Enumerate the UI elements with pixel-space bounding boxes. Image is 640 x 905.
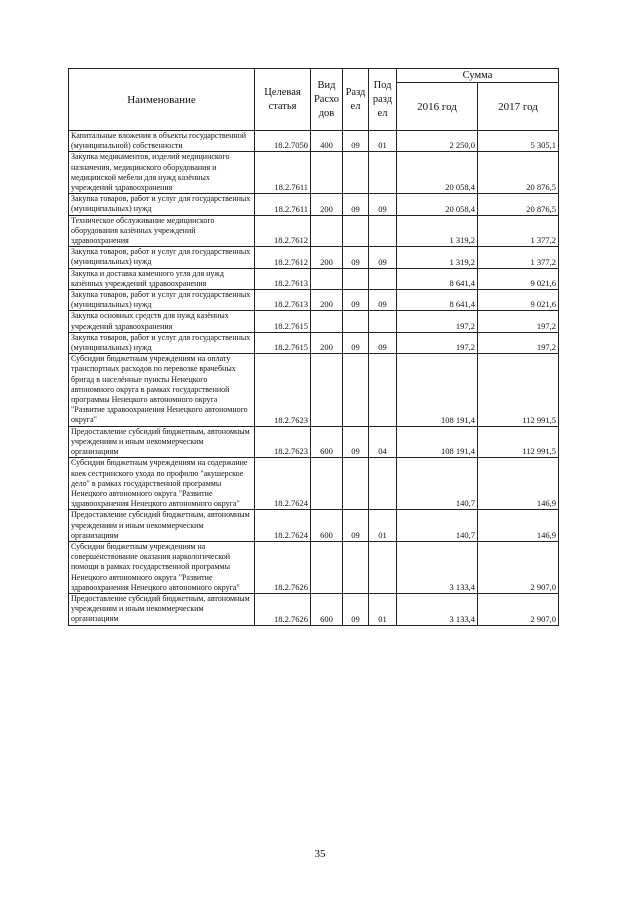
- row-target-article-cell: 18.2.7623: [255, 354, 311, 426]
- row-section-cell: 09: [343, 247, 369, 268]
- header-year-2016: 2016 год: [397, 83, 478, 131]
- table-row: [69, 426, 559, 458]
- row-name-cell: Субсидии бюджетным учреждениям на оплату транспортных расходов по перевозке врачебных бригад в населённые пункты Ненецкого автономного округа в рамках государственной программы Ненецкого автономного округа "Развитие здравоохранения Ненецкого автономного округа": [69, 354, 255, 426]
- row-name-cell: Закупка и доставка каменного угля для нужд казённых учреждений здравоохранения: [69, 268, 255, 289]
- row-target-article-cell: 18.2.7615: [255, 332, 311, 353]
- row-subsection-cell: [369, 152, 397, 194]
- row-section-cell: [343, 311, 369, 332]
- row-section-cell: [343, 215, 369, 247]
- row-subsection-cell: 01: [369, 593, 397, 625]
- row-amount-2016-cell: 3 133,4: [397, 541, 478, 593]
- row-name-cell: Техническое обслуживание медицинского оборудования казённых учреждений здравоохранения: [69, 215, 255, 247]
- row-name-cell: Закупка товаров, работ и услуг для государственных (муниципальных) нужд: [69, 247, 255, 268]
- row-name-cell: Субсидии бюджетным учреждениям на совершенствование оказания наркологической помощи в рамках государственной программы Ненецкого автономного округа "Развитие здравоохранения Ненецкого автономного округа": [69, 541, 255, 593]
- row-subsection-cell: [369, 354, 397, 426]
- row-subsection-cell: [369, 215, 397, 247]
- row-expense-type-cell: 200: [311, 332, 343, 353]
- row-expense-type-cell: 600: [311, 593, 343, 625]
- row-subsection-cell: 09: [369, 332, 397, 353]
- row-amount-2017-cell: 9 021,6: [478, 290, 559, 311]
- table-row: [69, 268, 559, 289]
- table-row: [69, 311, 559, 332]
- row-expense-type-cell: 400: [311, 131, 343, 152]
- row-subsection-cell: [369, 268, 397, 289]
- row-amount-2017-cell: 2 907,0: [478, 593, 559, 625]
- table-header: [69, 69, 559, 131]
- row-subsection-cell: 09: [369, 194, 397, 215]
- row-target-article-cell: 18.2.7612: [255, 215, 311, 247]
- table-row: [69, 194, 559, 215]
- row-section-cell: 09: [343, 332, 369, 353]
- row-amount-2016-cell: 108 191,4: [397, 354, 478, 426]
- table-row: [69, 354, 559, 426]
- row-name-cell: Закупка основных средств для нужд казённых учреждений здравоохранения: [69, 311, 255, 332]
- header-expense-type: Вид Расхо дов: [311, 69, 343, 131]
- row-expense-type-cell: 200: [311, 194, 343, 215]
- header-row-1: [69, 69, 559, 83]
- row-amount-2016-cell: 8 641,4: [397, 268, 478, 289]
- table-row: [69, 215, 559, 247]
- header-target-article: Целевая статья: [255, 69, 311, 131]
- table-row: [69, 152, 559, 194]
- row-section-cell: [343, 152, 369, 194]
- row-amount-2017-cell: 2 907,0: [478, 541, 559, 593]
- row-subsection-cell: [369, 541, 397, 593]
- table-row: [69, 247, 559, 268]
- row-target-article-cell: 18.2.7626: [255, 541, 311, 593]
- row-target-article-cell: 18.2.7611: [255, 152, 311, 194]
- row-target-article-cell: 18.2.7050: [255, 131, 311, 152]
- row-name-cell: Капитальные вложения в объекты государственной (муниципальной) собственности: [69, 131, 255, 152]
- row-section-cell: [343, 354, 369, 426]
- row-amount-2016-cell: 20 058,4: [397, 152, 478, 194]
- row-amount-2016-cell: 197,2: [397, 332, 478, 353]
- row-subsection-cell: 01: [369, 131, 397, 152]
- row-section-cell: 09: [343, 194, 369, 215]
- row-amount-2017-cell: 146,9: [478, 458, 559, 510]
- row-amount-2016-cell: 108 191,4: [397, 426, 478, 458]
- row-expense-type-cell: 600: [311, 510, 343, 542]
- row-name-cell: Закупка товаров, работ и услуг для государственных (муниципальных) нужд: [69, 194, 255, 215]
- row-subsection-cell: [369, 311, 397, 332]
- row-expense-type-cell: [311, 541, 343, 593]
- row-subsection-cell: 01: [369, 510, 397, 542]
- row-target-article-cell: 18.2.7613: [255, 290, 311, 311]
- row-target-article-cell: 18.2.7613: [255, 268, 311, 289]
- row-target-article-cell: 18.2.7611: [255, 194, 311, 215]
- table-row: [69, 332, 559, 353]
- row-amount-2016-cell: 1 319,2: [397, 247, 478, 268]
- row-amount-2016-cell: 140,7: [397, 458, 478, 510]
- row-target-article-cell: 18.2.7612: [255, 247, 311, 268]
- row-name-cell: Субсидии бюджетным учреждениям на содержание коек сестринского ухода по профилю "акушерское дело" в рамках государственной программы Ненецкого автономного округа "Развитие здравоохранения Ненецкого автономного округа": [69, 458, 255, 510]
- row-amount-2017-cell: 112 991,5: [478, 426, 559, 458]
- row-amount-2016-cell: 2 250,0: [397, 131, 478, 152]
- row-amount-2017-cell: 197,2: [478, 332, 559, 353]
- header-sum: Сумма: [397, 69, 559, 83]
- table-row: [69, 541, 559, 593]
- row-section-cell: 09: [343, 426, 369, 458]
- row-amount-2017-cell: 112 991,5: [478, 354, 559, 426]
- row-expense-type-cell: [311, 311, 343, 332]
- row-subsection-cell: 04: [369, 426, 397, 458]
- row-name-cell: Закупка товаров, работ и услуг для государственных (муниципальных) нужд: [69, 332, 255, 353]
- table-row: [69, 593, 559, 625]
- row-amount-2017-cell: 1 377,2: [478, 247, 559, 268]
- row-expense-type-cell: [311, 458, 343, 510]
- row-subsection-cell: [369, 458, 397, 510]
- table-row: [69, 290, 559, 311]
- row-amount-2016-cell: 8 641,4: [397, 290, 478, 311]
- row-section-cell: [343, 268, 369, 289]
- row-amount-2016-cell: 1 319,2: [397, 215, 478, 247]
- header-section: Разд ел: [343, 69, 369, 131]
- row-name-cell: Предоставление субсидий бюджетным, автономным учреждениям и иным некоммерческим организациям: [69, 593, 255, 625]
- row-section-cell: 09: [343, 510, 369, 542]
- row-amount-2017-cell: 197,2: [478, 311, 559, 332]
- row-name-cell: Закупка медикаментов, изделий медицинского назначения, медицинского оборудования и медицинской мебели для нужд казённых учреждений здравоохранения: [69, 152, 255, 194]
- table-row: [69, 458, 559, 510]
- row-section-cell: 09: [343, 131, 369, 152]
- row-expense-type-cell: 200: [311, 247, 343, 268]
- header-subsection: Под разд ел: [369, 69, 397, 131]
- row-target-article-cell: 18.2.7624: [255, 458, 311, 510]
- row-expense-type-cell: [311, 152, 343, 194]
- row-name-cell: Предоставление субсидий бюджетным, автономным учреждениям и иным некоммерческим организациям: [69, 510, 255, 542]
- table-row: [69, 510, 559, 542]
- row-expense-type-cell: 600: [311, 426, 343, 458]
- row-target-article-cell: 18.2.7626: [255, 593, 311, 625]
- row-amount-2017-cell: 20 876,5: [478, 152, 559, 194]
- row-amount-2016-cell: 3 133,4: [397, 593, 478, 625]
- row-section-cell: 09: [343, 290, 369, 311]
- row-amount-2017-cell: 1 377,2: [478, 215, 559, 247]
- row-expense-type-cell: 200: [311, 290, 343, 311]
- table-row: [69, 131, 559, 152]
- row-name-cell: Закупка товаров, работ и услуг для государственных (муниципальных) нужд: [69, 290, 255, 311]
- row-subsection-cell: 09: [369, 290, 397, 311]
- table-body: [69, 131, 559, 626]
- row-amount-2017-cell: 9 021,6: [478, 268, 559, 289]
- budget-table: [68, 68, 559, 626]
- row-amount-2017-cell: 20 876,5: [478, 194, 559, 215]
- row-name-cell: Предоставление субсидий бюджетным, автономным учреждениям и иным некоммерческим организациям: [69, 426, 255, 458]
- row-expense-type-cell: [311, 268, 343, 289]
- row-amount-2016-cell: 140,7: [397, 510, 478, 542]
- row-section-cell: [343, 541, 369, 593]
- row-subsection-cell: 09: [369, 247, 397, 268]
- row-target-article-cell: 18.2.7623: [255, 426, 311, 458]
- row-amount-2017-cell: 5 305,1: [478, 131, 559, 152]
- row-expense-type-cell: [311, 354, 343, 426]
- row-section-cell: [343, 458, 369, 510]
- row-amount-2016-cell: 20 058,4: [397, 194, 478, 215]
- row-target-article-cell: 18.2.7624: [255, 510, 311, 542]
- row-expense-type-cell: [311, 215, 343, 247]
- header-year-2017: 2017 год: [478, 83, 559, 131]
- page-number: 35: [314, 848, 326, 860]
- row-section-cell: 09: [343, 593, 369, 625]
- row-target-article-cell: 18.2.7615: [255, 311, 311, 332]
- row-amount-2017-cell: 146,9: [478, 510, 559, 542]
- row-amount-2016-cell: 197,2: [397, 311, 478, 332]
- header-name: Наименование: [69, 69, 255, 131]
